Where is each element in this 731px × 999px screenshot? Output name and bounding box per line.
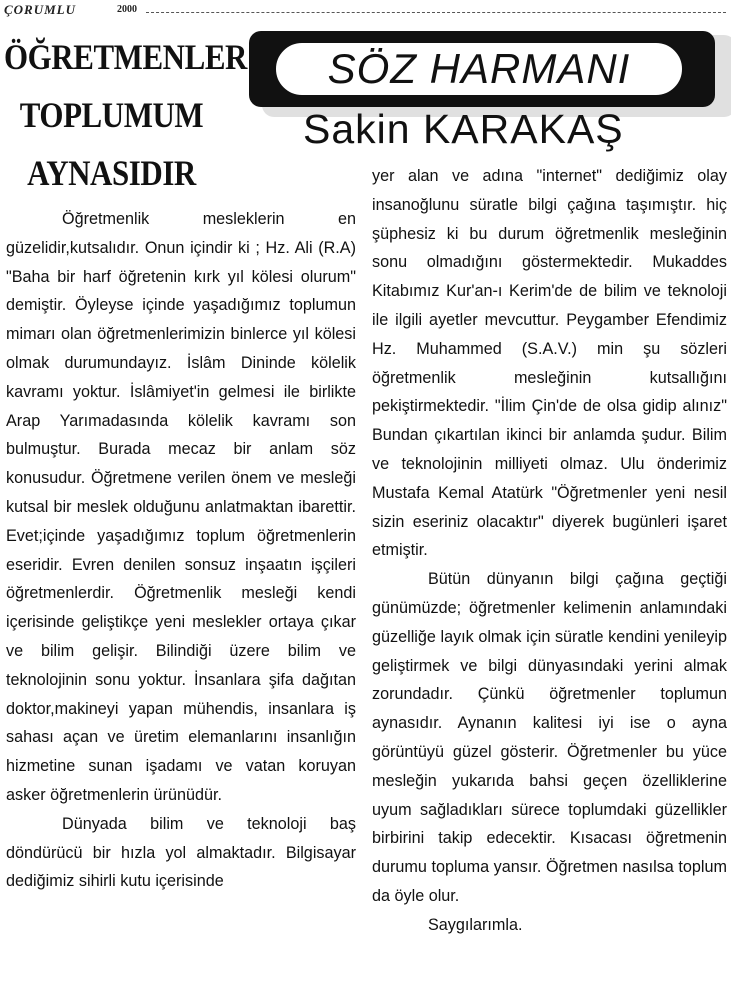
left-column bbox=[6, 205, 356, 896]
page-header bbox=[0, 0, 731, 20]
paragraph: Dünyada bilim ve teknoloji baş döndürücü bir hızla yol almaktadır. Bilgisayar dediğimiz sihirli kutu içerisinde bbox=[6, 814, 356, 891]
article-title bbox=[4, 28, 247, 202]
right-column bbox=[372, 162, 727, 940]
title-line-1: ÖĞRETMENLER bbox=[4, 37, 247, 77]
issue-year: 2000 bbox=[117, 4, 137, 15]
title-line-2: TOPLUMUM bbox=[19, 95, 204, 135]
header-divider bbox=[146, 12, 726, 13]
paragraph: Bütün dünyanın bilgi çağına geçtiği günümüzde; öğretmenler kelimenin anlamındaki güzelliğe layık olmak için süratle kendini yenileyip geliştirmek ve bilgi dünyasındaki yerini almak zorundadır. Çünkü öğretmenler toplumun aynasıdır. Aynanın kalitesi iyi ise o ayna görüntüyü güzel gösterir. Öğretmenler bu yüce mesleğin yukarıda bahsi geçen özelliklerine uyum sağladıkları sürece toplumdaki güzellikler birbirini takip edecektir. Kısacası öğretmenin durumu topluma yansır. Öğretmen nasılsa toplum da öyle olur. bbox=[372, 570, 727, 905]
section-label: SÖZ HARMANI bbox=[327, 45, 631, 92]
section-banner-inner bbox=[274, 41, 684, 97]
masthead: ÇORUMLU bbox=[4, 2, 77, 17]
author-name: Sakin KARAKAŞ bbox=[303, 106, 624, 152]
title-line-3: AYNASIDIR bbox=[27, 153, 196, 193]
paragraph: yer alan ve adına "internet" dediğimiz olay insanoğlunu süratle bilgi çağına taşımıştır. hiç şüphesiz ki bu durum öğretmenlik mesleğinin sonu olmadığını göstermektedir. Mukaddes Kitabımız Kur'an-ı Kerim'de de bilim ve teknoloji ile ilgili ayetler mevcuttur. Peygamber Efendimiz Hz. Muhammed (S.A.V.) min şu sözleri öğretmenlik mesleğinin kutsallığını pekiştirmektedir. "İlim Çin'de de olsa gidip alınız" Bundan çıkartılan ikinci bir anlamda şudur. Bilim ve teknolojinin milliyeti olmaz. Ulu önderimiz Mustafa Kemal Atatürk "Öğretmenler yeni nesil sizin eseriniz olacaktır" diyerek bugünleri işaret etmiştir. bbox=[372, 167, 727, 560]
closing-line: Saygılarımla. bbox=[428, 915, 523, 934]
paragraph: Öğretmenlik mesleklerin en güzelidir,kutsalıdır. Onun içindir ki ; Hz. Ali (R.A) "Baha bir harf öğretenin kırk yıl kölesi olurum" demiştir. Öyleyse içinde yaşadığımız toplumun mimarı olan öğretmenlerimizin binlerce yıl kölesi olmak durumundayız. İslâm Dininde kölelik kavramı yoktur. İslâmiyet'in gelmesi ile birlikte Arap Yarımadasında kölelik kavramı son bulmuştur. Burada mecaz bir anlam söz konusudur. Öğretmene verilen önem ve mesleği kutsal bir meslek olduğunu anlatmaktan ibarettir. Evet;içinde yaşadığımız toplum öğretmenlerin eseridir. Evren denilen sonsuz inşaatın işçileri öğretmenlerdir. Öğretmenlik mesleği kendi içerisinde geliştikçe yeni meslekler ortaya çıkar ve bilim gelişir. Bilindiği üzere bilim ve teknolojinin sonu yoktur. İnsanlara şifa dağıtan doktor,makineyi yapan mühendis, insanlara iş sahası açan ve üretim elemanlarını insanlığın hizmetine sunan işadamı ve vatan koruyan asker öğretmenlerin ürünüdür. bbox=[6, 210, 356, 804]
